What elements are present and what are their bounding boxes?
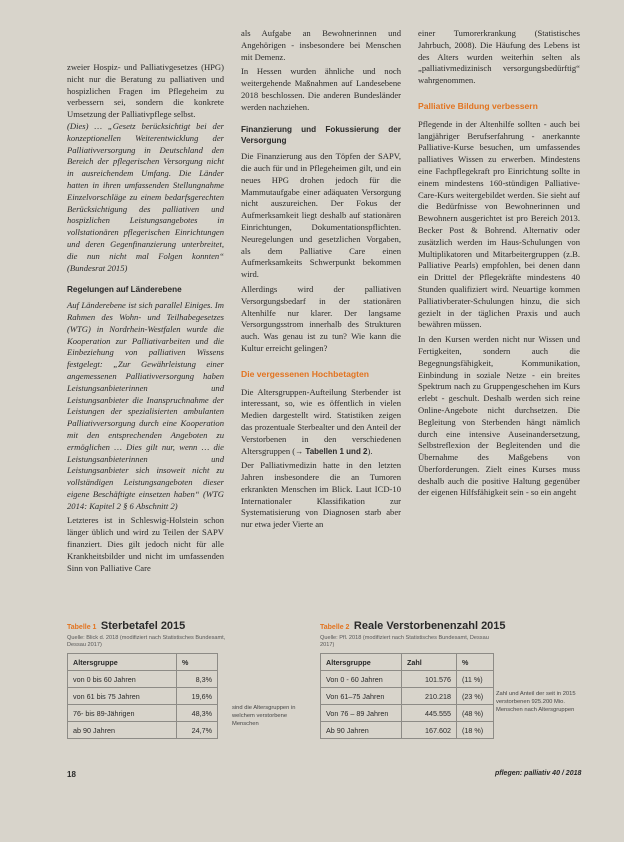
- table-2-header-cell: Altersgruppe: [321, 654, 402, 671]
- table-2-header-cell: Zahl: [402, 654, 457, 671]
- table-1-header-cell: Altersgruppe: [68, 654, 177, 671]
- table-1-note: sind die Altersgruppen in welchem verstorbene Menschen: [232, 705, 296, 727]
- table-2-source: Quelle: Pfl. 2018 (modifiziert nach Statistisches Bundesamt, Dessau 2017): [320, 635, 489, 648]
- table-1-label: Tabelle 1: [67, 624, 97, 631]
- table-cell: 445.555: [402, 705, 457, 722]
- table-2-header-cell: %: [457, 654, 494, 671]
- heading-laenderebene: Regelungen auf Länderebene: [67, 285, 182, 295]
- table-row: [321, 705, 494, 722]
- col2-hoch-text: [241, 387, 401, 458]
- table-cell: 101.576: [402, 671, 457, 688]
- column-3: [418, 28, 580, 499]
- table-cell: 8,3%: [177, 671, 218, 688]
- table-row: [68, 671, 218, 688]
- table-cell: Von 0 - 60 Jahren: [321, 671, 402, 688]
- table-2-title: Reale Verstorbenenzahl 2015: [353, 620, 506, 632]
- table-cell: ab 90 Jahren: [68, 722, 177, 739]
- table-1-header-cell: %: [177, 654, 218, 671]
- col1-intro: zweier Hospiz- und Palliativgesetzes (HPG) nicht nur die Beratung zu palliativen und hospizlichen Fragen im Pflegeheim zu verbessern sei, sondern die konkrete Umsetzung der Palliativpflege selbst.: [67, 62, 224, 120]
- col2-fin-text-2: Allerdings wird der palliativen Versorgungsbedarf in der stationären Altenhilfe nur klarer. Der langsame Versorgungsstrom innerhalb des Strukturen auch. Was genau ist zu tun? Wie kann die Kultur erreicht gelingen?: [241, 283, 401, 353]
- heading-palliative-bildung: Palliative Bildung verbessern: [418, 100, 538, 111]
- table-2-note: Zahl und Anteil der seit in 2015 verstorbenen 925.200 Mio. Menschen nach Altersgruppen: [496, 691, 576, 713]
- table-cell: 210.218: [402, 688, 457, 705]
- col2-p1: als Aufgabe an Bewohnerinnen und Angehörigen - insbesondere bei Menschen mit Demenz.: [241, 28, 401, 62]
- table-cell: 167.602: [402, 722, 457, 739]
- table-cell: (48 %): [457, 705, 494, 722]
- col1-intro-quote: (Dies) … „Gesetz berücksichtigt bei der konzeptionellen Weiterentwicklung der Palliativversorgung in Deutschland den Bereich der pflegerischen Versorgung nicht in ausreichendem Umfang. Die Länder hatten in ihren umfassenden Stellungnahme Einzelvorschläge zu einem bedarfsgerechten Berücksichtigung des palliativen und hospizlichen Leistungsangebotes in vollstationären pflegerischen Einrichtungen und deren Gegenfinanzierung unterbreitet, die nun nicht mal Folgen konnten“ (Bundesrat 2015): [67, 120, 224, 273]
- table-row: [321, 722, 494, 739]
- table-row: [68, 722, 218, 739]
- table-cell: (18 %): [457, 722, 494, 739]
- col3-kurse-text: In den Kursen werden nicht nur Wissen und Fertigkeiten, sondern auch die Begegnungsfähigkeit, Kommunikation, Einbindung in soziale Netze - ein breites Spektrum nach zu Gruppengeschehen im Kurs erlebt - geschult. Deshalb werden sich reine Online-Angebote nicht durchsetzen. Die Begleitung von Sterbenden hängt nämlich durch eine intensive Auseinandersetzung, Selbstreflexion der Begleitenden und die Übernahme des Maßgebens von Überforderungen. Zielt eines Kurses muss deshalb auch die positive Haltung gegenüber der eigenen Hilfsfähigkeit sein - so ein angeht: [418, 334, 580, 498]
- table-cell: von 61 bis 75 Jahren: [68, 688, 177, 705]
- table-1-header-row: [68, 654, 218, 671]
- table-row: [321, 671, 494, 688]
- col2-fin-text: Die Finanzierung aus den Töpfen der SAPV, die auch für und in Pflegeheimen gilt, und ein neues HPG drohen jedoch für die Mammutaufgabe einer adäquaten Versorgung nicht auszureichen. Der Fokus der Aufmerksamkeit liegt deshalb auf stationären Einrichtungen, Dokumentationspflichten. Neuregelungen und gesetzlichen Vorgaben, als dem Palliative Care einen Aufmerksamkeits Schwerpunkt bekommen wird.: [241, 151, 401, 280]
- col3-p1: einer Tumorerkrankung (Statistisches Jahrbuch, 2008). Die Häufung des Lebens ist des Alters wurden weiterhin selten als „palliativmedizinisch versorgungsbedürftig“ wahrgenommen.: [418, 28, 580, 86]
- table-row: [321, 688, 494, 705]
- col1-sh-text: Letzteres ist in Schleswig-Holstein schon länger üblich und wird zu Teilen der SAPV finanziert. Dies gilt jedoch nicht für alle Krankheitsbilder und nicht im umfassenden Sinn von Palliative Care: [67, 515, 224, 573]
- table-cell: 48,3%: [177, 705, 218, 722]
- table-2-header-row: [321, 654, 494, 671]
- table-2-label: Tabelle 2: [320, 624, 350, 631]
- column-2: [241, 28, 401, 531]
- table-row: [68, 688, 218, 705]
- table-2: [320, 653, 494, 739]
- heading-hochbetagte: Die vergessenen Hochbetagten: [241, 368, 369, 379]
- table-cell: (23 %): [457, 688, 494, 705]
- table-1: [67, 653, 218, 739]
- table-reference-link[interactable]: → Tabellen 1 und 2: [295, 446, 368, 456]
- page-number: 18: [67, 770, 76, 779]
- table-row: [68, 705, 218, 722]
- table-cell: von 0 bis 60 Jahren: [68, 671, 177, 688]
- table-1-title: Sterbetafel 2015: [100, 620, 186, 632]
- table-cell: 19,6%: [177, 688, 218, 705]
- table-2-block: [320, 616, 590, 739]
- heading-finanzierung: Finanzierung und Fokussierung der Versorgung: [241, 124, 401, 146]
- table-cell: 76- bis 89-Jährigen: [68, 705, 177, 722]
- scan-top-margin: [0, 0, 624, 22]
- journal-footer: pflegen: palliativ 40 / 2018: [495, 770, 582, 777]
- table-cell: Ab 90 Jahren: [321, 722, 402, 739]
- col2-p2: In Hessen wurden ähnliche und noch weitergehende Maßnahmen auf Landesebene 2018 beschlossen. Die anderen Bundesländer werden nachziehen.: [241, 66, 401, 112]
- table-cell: Von 76 – 89 Jahren: [321, 705, 402, 722]
- col2-hoch-main: Die Altersgruppen-Aufteilung Sterbender ist interessant, so, wie es öffentlich in vielen Medien dargestellt wird. Statistiken zeigen das prozentuale Sterbealter und den Anteil der Verstorbenen in den verschiedenen Altersgruppen (: [241, 386, 401, 456]
- table-cell: (11 %): [457, 671, 494, 688]
- col3-bildung-text: Pflegende in der Altenhilfe sollten - auch bei langjähriger Berufserfahrung - anerkannte Palliative-Kurse besuchen, um umfassendes palliatives Wissen zu erwerben. Mindestens eine Fachpflegekraft pro Einrichtung sollte in einem mindestens 160-stündigen Palliative-Care-Kurs weitergebildet werden. Sie sieht auf die Bedürfnisse von Bewohnerinnen und Bewohnern ausgerichtet ist pro Bereich 2013. Becker Post & Bohrend. Alternativ oder zusätzlich werden im Haus-Schulungen von Multiplikatoren und Mitarbeitergruppen (z.B. Palliative Pearls) empfohlen, bei denen dann ein Drittel der Pflegekräfte mindestens 40 Stunden qualifiziert wird. Neuartige kommen Palliativberater-Schulungen hinzu, die sich gezielt in der täglichen Praxis und auch bewähren müssen.: [418, 118, 580, 330]
- table-cell: 24,7%: [177, 722, 218, 739]
- column-1: [67, 62, 224, 574]
- col2-hoch-end: ).: [367, 445, 373, 456]
- col2-palliativ-text: Der Palliativmedizin hatte in den letzten Jahren insbesondere die an Tumoren erkrankten Menschen im Blick. Laut ICD-10 Internationaler Klassifikation zur Systematisierung von Diagnosen starb aber nur etwa jeder Vierte an: [241, 460, 401, 530]
- col1-laender-text: Auf Länderebene ist sich parallel Einiges. Im Rahmen des Wohn- und Teilhabegesetzes (WTG) in Nordrhein-Westfalen wurde die Kooperation zur Palliativarbeiten und die Einbeziehung von palliativen Wissens festgelegt: „Zur Gewährleistung einer angemessenen Palliativversorgung haben Leistungsanbieterinnen und Leistungsanbieter die Inanspruchnahme der Leistungen der spezialisierten ambulanten Palliativversorgung durch eine Kooperation mit den entsprechenden Angeboten zu ermöglichen … Dies gilt nur, wenn … die Leistungsanbieterinnen und Leistungsanbieter sich insoweit nicht zu vollständigen Leistungsangeboten dieser eigene Beschäftigte einsetzen haben“ (WTG 2014: Kapitel 2 § 6 Abschnitt 2): [67, 300, 224, 511]
- table-1-source: Quelle: Blick d. 2018 (modifiziert nach Statistisches Bundesamt, Dessau 2017): [67, 635, 226, 648]
- table-cell: Von 61–75 Jahren: [321, 688, 402, 705]
